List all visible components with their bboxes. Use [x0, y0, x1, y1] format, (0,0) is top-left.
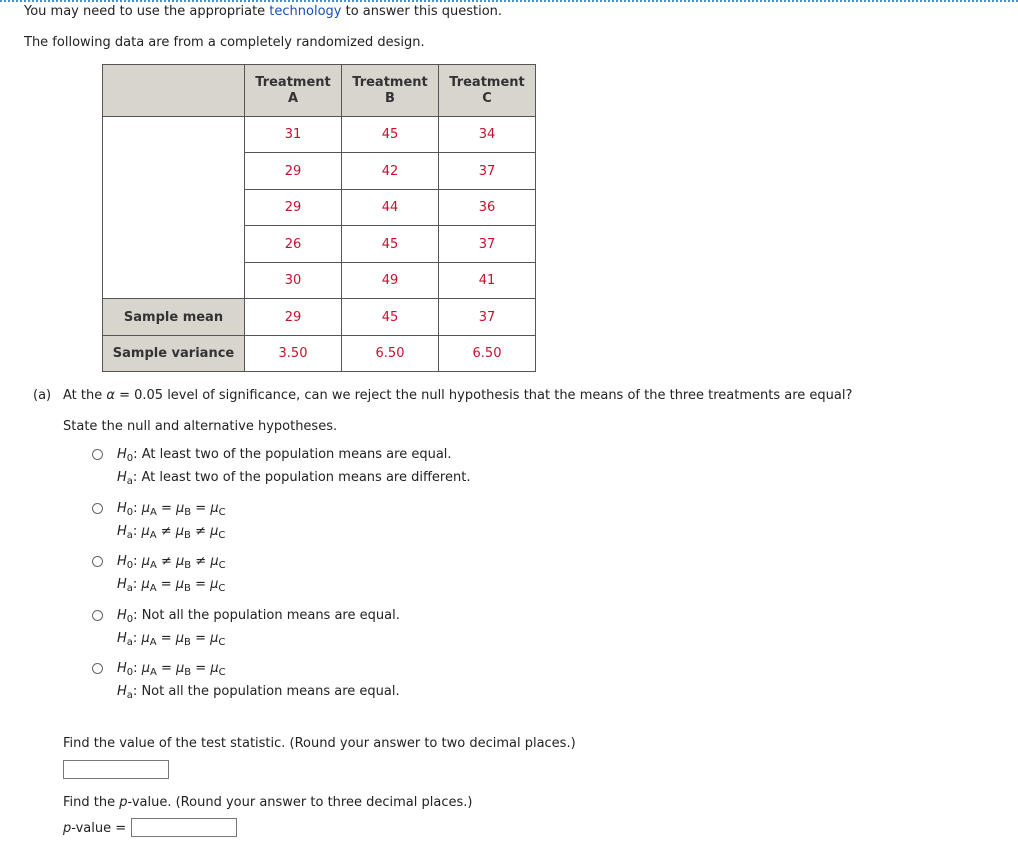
variance-value: 6.50	[439, 336, 536, 372]
cell-value: 44	[342, 190, 439, 226]
cell-value: 29	[245, 153, 342, 190]
cell-value: 45	[342, 226, 439, 263]
table-corner	[103, 65, 245, 117]
cell-value: 41	[439, 263, 536, 299]
p-value-prompt: Find the p-value. (Round your answer to three decimal places.)	[63, 795, 473, 810]
cell-value: 49	[342, 263, 439, 299]
variance-value: 3.50	[245, 336, 342, 372]
header-treatment-a: Treatment A	[245, 65, 342, 117]
p-value-input[interactable]	[131, 818, 237, 837]
cell-value: 26	[245, 226, 342, 263]
cell-value: 45	[342, 117, 439, 153]
cell-value: 31	[245, 117, 342, 153]
option-1-h0: $H_0$: At least two of the population means are equal.	[117, 447, 452, 464]
variance-value: 6.50	[342, 336, 439, 372]
option-3-h0: $H_0$: $\mu_A \ne \mu_B \ne \mu_C$	[117, 554, 226, 571]
option-3-radio[interactable]	[92, 556, 103, 567]
table-blank-label	[103, 117, 245, 299]
cell-value: 42	[342, 153, 439, 190]
option-1-ha: $H_a$: At least two of the population means are different.	[117, 470, 471, 487]
intro-text-end: to answer this question.	[341, 4, 503, 19]
technology-link[interactable]: technology	[269, 4, 342, 19]
option-2-h0: $H_0$: $\mu_A = \mu_B = \mu_C$	[117, 501, 226, 518]
p-value-label: p-value =	[63, 821, 127, 836]
alpha-symbol: α	[106, 388, 115, 403]
option-2-ha: $H_a$: $\mu_A \ne \mu_B \ne \mu_C$	[117, 524, 226, 541]
header-treatment-c: Treatment C	[439, 65, 536, 117]
header-treatment-b: Treatment B	[342, 65, 439, 117]
cell-value: 37	[439, 153, 536, 190]
cell-value: 36	[439, 190, 536, 226]
intro-line	[24, 4, 502, 19]
design-description: The following data are from a completely randomized design.	[24, 35, 425, 50]
test-statistic-input[interactable]	[63, 760, 169, 779]
state-hypotheses-prompt: State the null and alternative hypotheses.	[63, 419, 338, 434]
part-a-label: (a)	[33, 388, 52, 403]
cell-value: 34	[439, 117, 536, 153]
cell-value: 30	[245, 263, 342, 299]
option-5-ha: $H_a$: Not all the population means are equal.	[117, 684, 400, 701]
sample-mean-label: Sample mean	[103, 299, 245, 336]
option-4-radio[interactable]	[92, 610, 103, 621]
mean-value: 29	[245, 299, 342, 336]
option-4-ha: $H_a$: $\mu_A = \mu_B = \mu_C$	[117, 631, 226, 648]
top-dotted-border	[0, 0, 1018, 2]
option-5-radio[interactable]	[92, 663, 103, 674]
cell-value: 37	[439, 226, 536, 263]
option-3-ha: $H_a$: $\mu_A = \mu_B = \mu_C$	[117, 577, 226, 594]
test-statistic-prompt: Find the value of the test statistic. (Round your answer to two decimal places.)	[63, 736, 576, 751]
option-5-h0: $H_0$: $\mu_A = \mu_B = \mu_C$	[117, 661, 226, 678]
option-2-radio[interactable]	[92, 503, 103, 514]
cell-value: 29	[245, 190, 342, 226]
option-1-radio[interactable]	[92, 449, 103, 460]
data-table	[102, 64, 536, 372]
mean-value: 45	[342, 299, 439, 336]
option-4-h0: $H_0$: Not all the population means are equal.	[117, 608, 400, 625]
part-a-question: At the α = 0.05 level of significance, can we reject the null hypothesis that the means of the three treatments are equal?	[63, 388, 853, 403]
mean-value: 37	[439, 299, 536, 336]
sample-variance-label: Sample variance	[103, 336, 245, 372]
intro-text: You may need to use the appropriate	[24, 4, 270, 19]
